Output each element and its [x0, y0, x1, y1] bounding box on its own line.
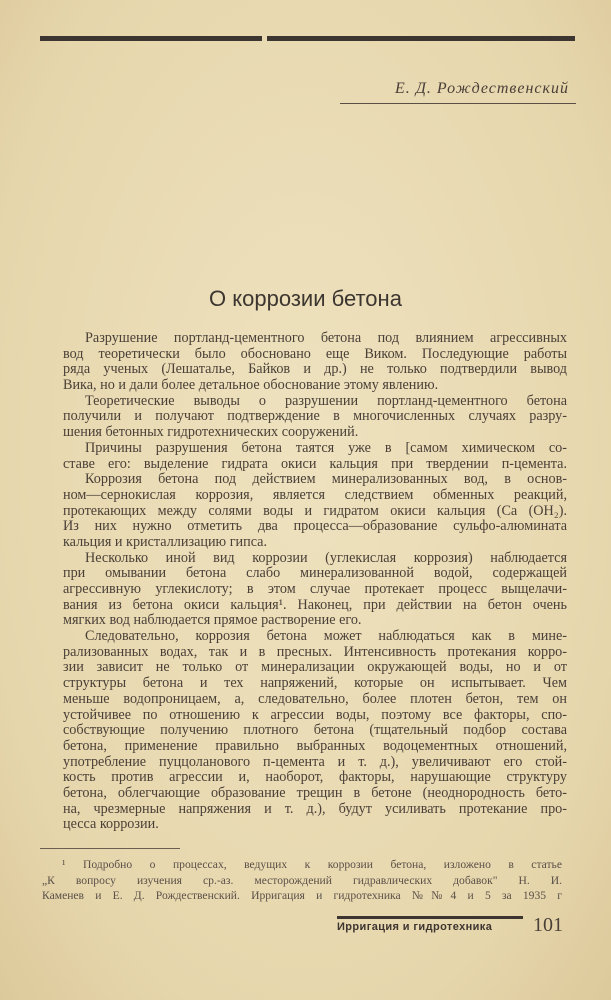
- author-name: Е. Д. Рождественский: [394, 80, 569, 97]
- body-text-line: мягких вод наблюдается прямое растворение его.: [63, 612, 362, 629]
- article-body: [63, 331, 567, 833]
- body-text-line: при омывании бетона слабо минерализованной водой, содержащей: [63, 565, 567, 582]
- body-text-line: агрессивную углекислоту; в этом случае протекает процесс выщелачи-: [63, 581, 567, 597]
- body-text-line: Из них нужно отметить два процесса—образование сульфо-алюмината: [63, 518, 567, 535]
- body-text-line: структуры бетона и тех напряжений, которые он испытывает. Чем: [63, 675, 567, 692]
- body-text-line: протекающих между солями воды и гидратом окиси кальция (Са (ОН₂).: [63, 502, 567, 519]
- body-text-line: устойчивее по отношению к агрессии воды, поэтому все факторы, спо-: [63, 706, 567, 723]
- page-number: 101: [533, 914, 563, 936]
- body-text-line: употребление пуццоланового п-цемента и т. д.), увеличивают его стой-: [63, 753, 567, 770]
- footnote-line: „К вопросу изучения ср.-аз. месторождений гидравлических добавок" Н. И.: [42, 873, 562, 887]
- body-text-line: шения бетонных гидротехнических сооружений.: [63, 424, 359, 441]
- body-text-line: бетона, применение правильно выбранных водоцементных отношений,: [63, 737, 567, 754]
- body-text-line: рализованных водах, так и в пресных. Интенсивность протекания корро-: [63, 643, 567, 660]
- body-text-line: цесса коррозии.: [63, 816, 159, 833]
- body-text-line: вания из бетона окиси кальция¹. Наконец, при действии на бетон очень: [63, 596, 567, 613]
- body-text-line: Несколько иной вид коррозии (углекислая коррозия) наблюдается: [85, 549, 567, 566]
- header-rule-left: [40, 36, 262, 41]
- body-text-line: вод теоретически было обосновано еще Виком. Последующие работы: [63, 345, 567, 362]
- body-text-line: собствующие получению плотного бетона (тщательный подбор состава: [63, 722, 567, 739]
- journal-name: Ирригация и гидротехника: [337, 921, 493, 933]
- body-text-line: Теоретические выводы о разрушении портланд-цементного бетона: [85, 392, 567, 409]
- body-text-line: получили и получают подтверждение в многочисленных случаях разру-: [63, 408, 567, 425]
- footnote: [42, 857, 562, 904]
- body-text-line: меньше водопроницаем, а, следовательно, более плотен бетон, тем он: [63, 690, 567, 707]
- body-text-line: зии зависит не только от минерализации окружающей воды, но и от: [63, 659, 567, 676]
- body-text-line: ставе его: выделение гидрата окиси кальция при твердении п-цемента.: [63, 455, 567, 472]
- footnote-line: Каменев и Е. Д. Рождественский. Ирригация и гидротехника №№4 и 5 за 1935 г: [42, 889, 562, 902]
- body-text-line: кость против агрессии и, наоборот, факторы, нарушающие структуру: [63, 769, 567, 786]
- body-text-line: ном—сернокислая коррозия, является следствием обменных реакций,: [63, 486, 567, 503]
- body-text-line: Коррозия бетона под действием минерализованных вод, в основ-: [85, 471, 567, 488]
- body-text-line: Разрушение портланд-цементного бетона под влиянием агрессивных: [85, 330, 567, 346]
- footnote-divider: [40, 848, 180, 849]
- article-title: О коррозии бетона: [209, 286, 402, 311]
- body-text-line: Причины разрушения бетона таятся уже в [самом химическом со-: [85, 439, 567, 456]
- body-text-line: кальция и кристаллизацию гипса.: [63, 533, 268, 550]
- header-rule-right: [267, 36, 575, 41]
- footer-rule: [337, 916, 523, 919]
- body-text-line: бетона, облегчающие образование трещин в бетоне (неоднородность бето-: [63, 784, 567, 801]
- body-text-line: Следовательно, коррозия бетона может наблюдаться как в мине-: [85, 628, 567, 645]
- footnote-line: ¹ Подробно о процессах, ведущих к коррозии бетона, изложено в статье: [62, 858, 562, 871]
- body-text-line: на, чрезмерные напряжения и т. д.), будут усиливать протекание про-: [63, 800, 567, 817]
- author-underline: [340, 103, 576, 104]
- body-text-line: ряда ученых (Лешаталье, Байков и др.) не только подтвердили вывод: [63, 361, 567, 378]
- body-text-line: Вика, но и дали более детальное обоснование этому явлению.: [63, 377, 439, 394]
